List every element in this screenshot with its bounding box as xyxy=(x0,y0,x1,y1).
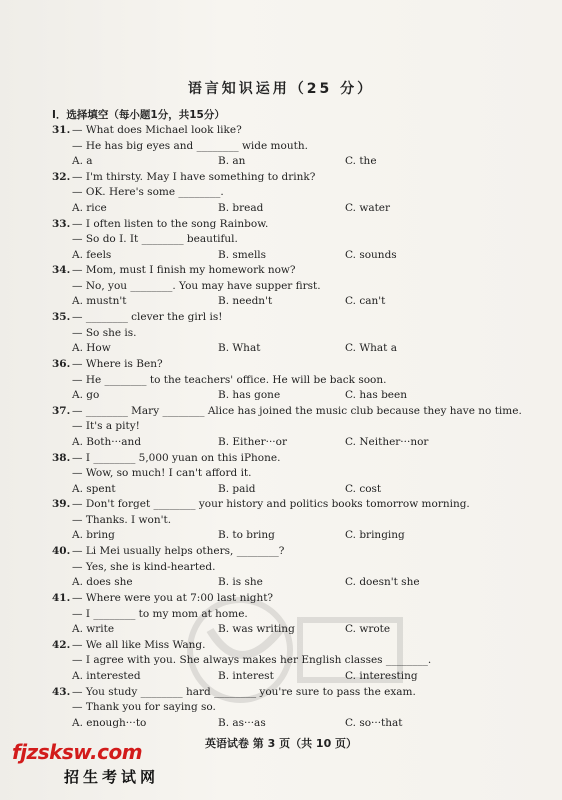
answer-option[interactable]: A. rice xyxy=(72,201,107,214)
answer-option[interactable]: B. was writing xyxy=(218,623,295,635)
question-line: — OK. Here's some ________. xyxy=(72,186,224,199)
answer-option[interactable]: C. sounds xyxy=(345,248,397,261)
question-number: 33. xyxy=(52,217,71,230)
question-stem xyxy=(52,545,284,557)
page-footer: 英语试卷 第 3 页（共 10 页） xyxy=(204,737,358,750)
answer-option[interactable]: B. smells xyxy=(218,248,267,261)
question-line: — Don't forget ________ your history and politics books tomorrow morning. xyxy=(72,498,470,511)
question-line: — ________ clever the girl is! xyxy=(72,311,223,324)
answer-option[interactable]: C. Neither···nor xyxy=(345,435,429,448)
answer-option[interactable]: B. paid xyxy=(218,482,256,495)
question-stem xyxy=(52,639,205,651)
question-stem xyxy=(52,686,416,698)
section-heading: I．选择填空（每小题1分，共15分） xyxy=(52,109,225,121)
question-line: — I ________ 5,000 yuan on this iPhone. xyxy=(72,451,281,464)
question-line: — Mom, must I finish my homework now? xyxy=(72,264,296,277)
question-number: 36. xyxy=(52,358,71,370)
question-number: 34. xyxy=(52,264,71,277)
question-line: — Li Mei usually helps others, ________? xyxy=(72,545,285,558)
answer-option[interactable]: C. bringing xyxy=(345,529,405,542)
question-line: — Wow, so much! I can't afford it. xyxy=(72,467,252,480)
question-stem xyxy=(52,124,242,136)
question-stem xyxy=(52,218,268,230)
question-line: — I often listen to the song Rainbow. xyxy=(72,217,269,230)
answer-option[interactable]: B. has gone xyxy=(218,389,281,401)
site-logo-subtitle: 招生考试网 xyxy=(64,768,160,786)
answer-option[interactable]: C. water xyxy=(345,201,391,214)
question-stem xyxy=(52,498,470,510)
question-line: — Where is Ben? xyxy=(72,358,163,370)
question-stem xyxy=(52,171,315,183)
page-title: 语言知识运用（25 分） xyxy=(187,81,375,97)
answer-option[interactable]: C. wrote xyxy=(345,623,391,635)
answer-option[interactable]: C. cost xyxy=(345,482,382,495)
question-number: 39. xyxy=(52,498,71,511)
question-stem xyxy=(52,452,280,464)
answer-option[interactable]: C. can't xyxy=(345,295,386,308)
answer-option[interactable]: A. Both···and xyxy=(72,435,142,448)
answer-option[interactable]: B. Either···or xyxy=(218,435,287,448)
question-stem xyxy=(52,311,222,323)
answer-option[interactable]: C. so···that xyxy=(345,716,403,729)
question-number: 43. xyxy=(52,685,71,698)
question-number: 38. xyxy=(52,451,71,464)
question-number: 40. xyxy=(52,545,71,558)
answer-option[interactable]: B. to bring xyxy=(218,529,275,542)
question-line: — Where were you at 7:00 last night? xyxy=(72,592,274,604)
question-line: — We all like Miss Wang. xyxy=(72,638,206,651)
answer-option[interactable]: B. needn't xyxy=(218,295,273,308)
answer-option[interactable]: A. How xyxy=(72,342,111,355)
question-number: 41. xyxy=(52,592,71,604)
answer-option[interactable]: B. is she xyxy=(218,576,263,589)
answer-option[interactable]: A. does she xyxy=(72,576,133,589)
answer-option[interactable]: C. interesting xyxy=(345,669,418,682)
answer-option[interactable]: C. the xyxy=(345,155,377,167)
answer-option[interactable]: B. interest xyxy=(218,669,274,682)
question-line: — I agree with you. She always makes her English classes ________. xyxy=(72,654,432,667)
answer-option[interactable]: B. as···as xyxy=(218,716,266,729)
question-line: — He ________ to the teachers' office. He will be back soon. xyxy=(72,373,387,386)
answer-option[interactable]: C. has been xyxy=(345,389,407,401)
question-line: — Thank you for saying so. xyxy=(72,701,216,714)
question-number: 42. xyxy=(52,638,71,651)
question-stem xyxy=(52,264,296,276)
question-line: — I ________ to my mom at home. xyxy=(72,607,248,620)
answer-option[interactable]: A. spent xyxy=(72,482,116,495)
answer-option[interactable]: C. doesn't she xyxy=(345,576,420,589)
question-line: — I'm thirsty. May I have something to drink? xyxy=(72,170,316,183)
answer-option[interactable]: A. feels xyxy=(72,248,112,261)
question-line: — ________ Mary ________ Alice has joined the music club because they have no time. xyxy=(72,404,522,417)
question-line: — So do I. It ________ beautiful. xyxy=(72,233,238,246)
question-number: 32. xyxy=(52,170,71,183)
question-line: — He has big eyes and ________ wide mouth. xyxy=(72,139,308,152)
question-line: — It's a pity! xyxy=(72,420,140,433)
answer-option[interactable]: C. What a xyxy=(345,342,397,355)
answer-option[interactable]: B. What xyxy=(218,342,261,355)
site-logo: fjzsksw.com xyxy=(12,740,143,764)
answer-option[interactable]: A. mustn't xyxy=(72,295,127,308)
question-stem xyxy=(52,358,163,370)
question-line: — Thanks. I won't. xyxy=(72,513,172,526)
question-line: — You study ________ hard ________ you're sure to pass the exam. xyxy=(72,685,416,698)
answer-option[interactable]: A. interested xyxy=(72,669,141,682)
answer-option[interactable]: A. bring xyxy=(72,529,115,542)
question-number: 35. xyxy=(52,311,71,324)
question-line: — No, you ________. You may have supper first. xyxy=(72,279,321,292)
question-line: — So she is. xyxy=(72,326,137,339)
question-stem xyxy=(52,592,273,604)
answer-option[interactable]: A. enough···to xyxy=(72,716,147,729)
question-line: — Yes, she is kind-hearted. xyxy=(72,560,216,573)
question-line: — What does Michael look like? xyxy=(72,124,242,136)
question-number: 31. xyxy=(52,124,71,136)
answer-option[interactable]: A. go xyxy=(72,389,100,401)
answer-option[interactable]: B. an xyxy=(218,155,246,167)
question-number: 37. xyxy=(52,404,71,417)
question-stem xyxy=(52,405,522,417)
answer-option[interactable]: A. write xyxy=(72,623,115,635)
answer-option[interactable]: A. a xyxy=(72,155,93,167)
answer-option[interactable]: B. bread xyxy=(218,201,264,214)
